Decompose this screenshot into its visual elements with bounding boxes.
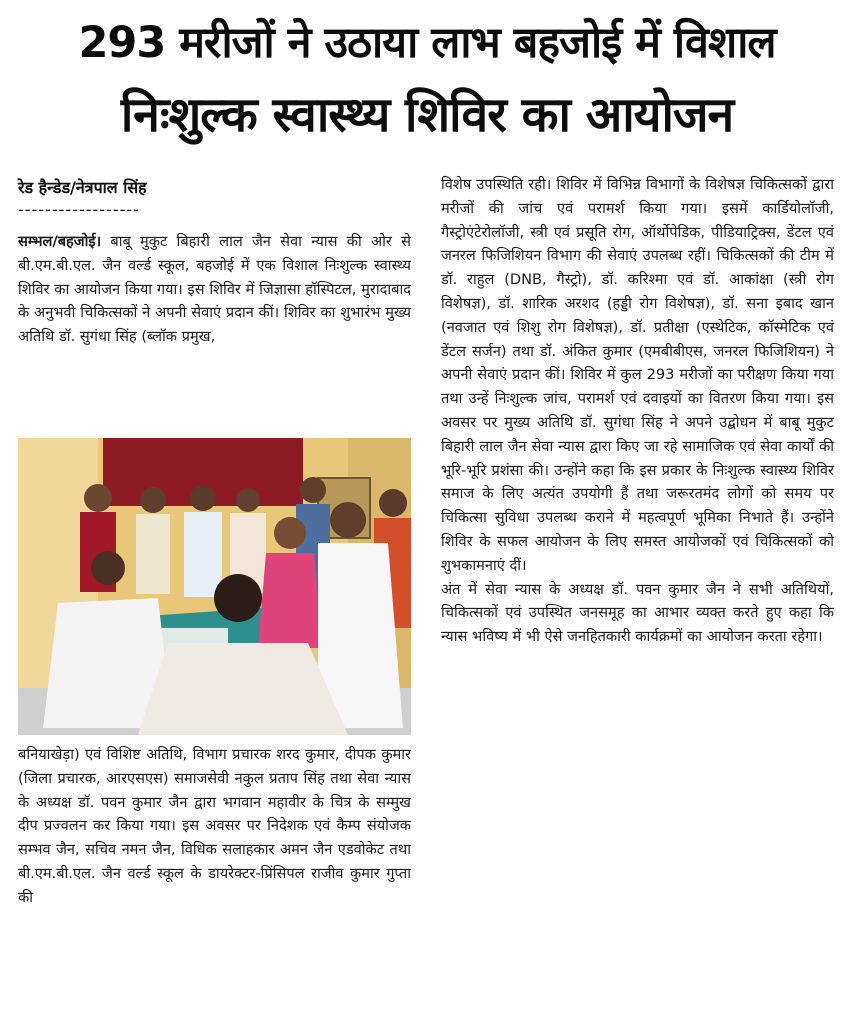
article-text-right-para-2: अंत में सेवा न्यास के अध्यक्ष डॉ. पवन कुमार जैन ने सभी अतिथियों, चिकित्सकों एवं उपस्थित जनसमूह का आभार व्यक्त करते हुए कहा कि न्यास भविष्य में भी ऐसे जनहितकारी कार्यक्रमों का आयोजन करता रहेगा। [441,580,834,646]
byline-separator: ------------------ [18,200,140,219]
article-text-right-para-1: विशेष उपस्थिति रही। शिविर में विभिन्न विभागों के विशेषज्ञ चिकित्सकों द्वारा मरीजों की जांच एवं परामर्श किया गया। इसमें कार्डियोलॉजी, गैस्ट्रोएंटेरोलॉजी, स्त्री एवं प्रसूति रोग, ऑर्थोपेडिक, पीडियाट्रिक्स, डेंटल एवं जनरल फिजिशियन विभाग की सेवाएं उपलब्ध रहीं। चिकित्सकों की टीम में डॉ. राहुल (DNB, गैस्ट्रो), डॉ. करिश्मा एवं डॉ. आकांक्षा (स्त्री रोग विशेषज्ञ), डॉ. शारिक अरशद (हड्डी रोग विशेषज्ञ), डॉ. सना इबाद खान (नवजात एवं शिशु रोग विशेषज्ञ), डॉ. प्रतीक्षा (एस्थेटिक, कॉस्मेटिक एवं डेंटल सर्जन) तथा डॉ. अंकित कुमार (एमबीबीएस, जनरल फिजिशियन) ने अपनी सेवाएं प्रदान कीं। शिविर में कुल 293 मरीजों का परीक्षण किया गया तथा उन्हें निःशुल्क जांच, परामर्श एवं दवाइयों का वितरण किया गया। इस अवसर पर मुख्य अतिथि डॉ. सुगंधा सिंह ने अपने उद्बोधन में बाबू मुकुट बिहारी लाल जैन सेवा न्यास द्वारा किए जा रहे सामाजिक एवं सेवा कार्यों की भूरि-भूरि प्रशंसा की। उन्होंने कहा कि इस प्रकार के निःशुल्क स्वास्थ्य शिविर समाज के लिए अत्यंत उपयोगी हैं तथा जरूरतमंद लोगों को समय पर चिकित्सा सुविधा उपलब्ध कराने में महत्वपूर्ण भूमिका निभाते हैं। उन्होंने शिविर के सफल आयोजन के लिए समस्त आयोजकों एवं चिकित्सकों को शुभकामनाएं दीं। [441,176,834,574]
article-text-left-top: बाबू मुकुट बिहारी लाल जैन सेवा न्यास की ओर से बी.एम.बी.एल. जैन वर्ल्ड स्कूल, बहजोई में एक विशाल निःशुल्क स्वास्थ्य शिविर का आयोजन किया गया। इस शिविर में जिज्ञासा हॉस्पिटल, मुरादाबाद के अनुभवी चिकित्सकों ने अपनी सेवाएं प्रदान कीं। शिविर का शुभारंभ मुख्य अतिथि डॉ. सुगंधा सिंह (ब्लॉक प्रमुख, [18,233,411,346]
headline-line-1: 293 मरीजों ने उठाया लाभ बहजोई में विशाल [78,18,776,68]
article-column-left-top [18,230,411,349]
article-column-left-bottom [18,743,411,910]
article-text-left-bottom: बनियाखेड़ा) एवं विशिष्ट अतिथि, विभाग प्रचारक शरद कुमार, दीपक कुमार (जिला प्रचारक, आरएसएस) समाजसेवी नकुल प्रताप सिंह तथा सेवा न्यास के अध्यक्ष डॉ. पवन कुमार जैन द्वारा भगवान महावीर के चित्र के सम्मुख दीप प्रज्वलन कर किया गया। इस अवसर पर निदेशक एवं कैम्प संयोजक सम्भव जैन, सचिव नमन जैन, विधिक सलाहकार अमन जैन एडवोकेट तथा बी.एम.बी.एल. जैन वर्ल्ड स्कूल के डायरेक्टर-प्रिंसिपल राजीव कुमार गुप्ता की [18,746,411,906]
article-column-right [441,173,834,649]
camp-photo-illustration [18,438,411,735]
dateline: सम्भल/बहजोई। [18,233,102,250]
photo-woman [258,553,323,648]
headline-line-2: निःशुल्क स्वास्थ्य शिविर का आयोजन [120,87,734,143]
camp-photo [18,438,411,735]
byline: रेड हैन्डेड/नेत्रपाल सिंह [18,178,147,197]
